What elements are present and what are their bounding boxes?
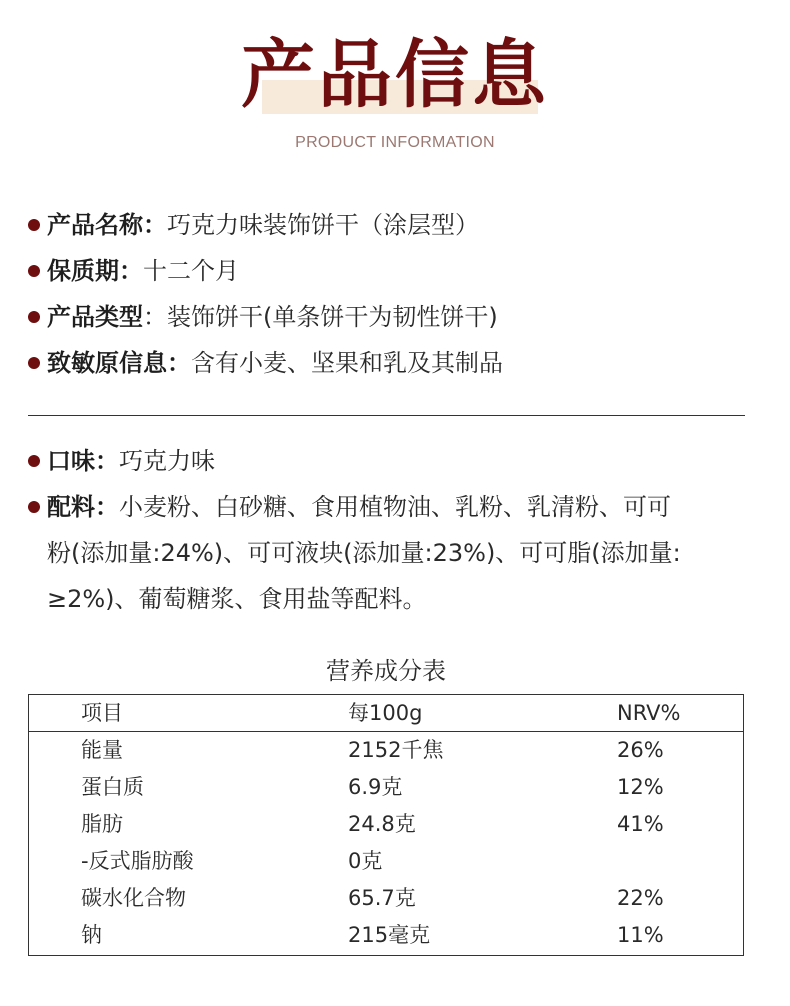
nutrient-name: 能量 <box>81 738 123 762</box>
info-value: ：装饰饼干(单条饼干为韧性饼干) <box>143 303 498 331</box>
info-item-shelf-life <box>28 248 748 294</box>
ingredients-text: 小麦粉、白砂糖、食用植物油、乳粉、乳清粉、可可 <box>119 493 671 521</box>
nutrient-name: 碳水化合物 <box>81 886 186 910</box>
info-value: 巧克力味 <box>119 447 215 475</box>
header-item: 项目 <box>81 701 123 725</box>
nutrient-amount: 0克 <box>348 849 383 873</box>
info-value: 含有小麦、坚果和乳及其制品 <box>191 349 503 377</box>
info-item-flavor <box>28 438 748 484</box>
nutrient-amount: 6.9克 <box>348 775 403 799</box>
nutrient-name: 钠 <box>81 923 102 947</box>
nutrient-nrv: 12% <box>617 775 664 799</box>
product-info-list <box>28 202 748 386</box>
table-row <box>29 806 743 843</box>
nutrient-amount: 24.8克 <box>348 812 416 836</box>
section-divider <box>28 415 745 416</box>
bullet-icon <box>28 265 40 277</box>
nutrient-amount: 65.7克 <box>348 886 416 910</box>
info-value: 十二个月 <box>143 257 239 285</box>
nutrient-amount: 215毫克 <box>348 923 431 947</box>
header-per-100g: 每100g <box>348 701 423 725</box>
flavor-section <box>28 438 748 622</box>
title-block <box>0 30 790 120</box>
info-label: 配料： <box>47 493 119 521</box>
ingredients-line: ≥2%)、葡萄糖浆、食用盐等配料。 <box>47 585 427 613</box>
bullet-icon <box>28 501 40 513</box>
info-label: 产品名称： <box>47 211 167 239</box>
bullet-icon <box>28 311 40 323</box>
nutrient-amount: 2152千焦 <box>348 738 444 762</box>
bullet-icon <box>28 219 40 231</box>
nutrient-nrv: 41% <box>617 812 664 836</box>
table-row <box>29 917 743 954</box>
nutrient-name: -反式脂肪酸 <box>81 849 194 873</box>
ingredients-line <box>28 484 748 530</box>
nutrient-nrv: 11% <box>617 923 664 947</box>
info-label: 致敏原信息： <box>47 349 191 377</box>
info-label: 保质期： <box>47 257 143 285</box>
info-label: 口味： <box>47 447 119 475</box>
table-row <box>29 769 743 806</box>
ingredients-block <box>28 484 748 622</box>
nutrient-name: 脂肪 <box>81 812 123 836</box>
nutrient-nrv: 26% <box>617 738 664 762</box>
info-value: 巧克力味装饰饼干（涂层型） <box>167 211 479 239</box>
table-row <box>29 843 743 880</box>
bullet-icon <box>28 455 40 467</box>
nutrient-nrv: 22% <box>617 886 664 910</box>
info-item-product-name <box>28 202 748 248</box>
bullet-icon <box>28 357 40 369</box>
nutrient-name: 蛋白质 <box>81 775 144 799</box>
nutrition-table <box>28 694 744 956</box>
table-row <box>29 880 743 917</box>
page-subtitle: PRODUCT INFORMATION <box>295 134 495 151</box>
page-title: 产品信息 <box>241 32 549 118</box>
table-header-row <box>29 695 743 732</box>
info-item-product-type <box>28 294 748 340</box>
ingredients-line: 粉(添加量:24%)、可可液块(添加量:23%)、可可脂(添加量: <box>47 539 681 567</box>
info-label: 产品类型 <box>47 303 143 331</box>
info-item-allergens <box>28 340 748 386</box>
table-row <box>29 732 743 769</box>
nutrition-table-title: 营养成分表 <box>326 657 446 685</box>
header-nrv: NRV% <box>617 701 681 725</box>
